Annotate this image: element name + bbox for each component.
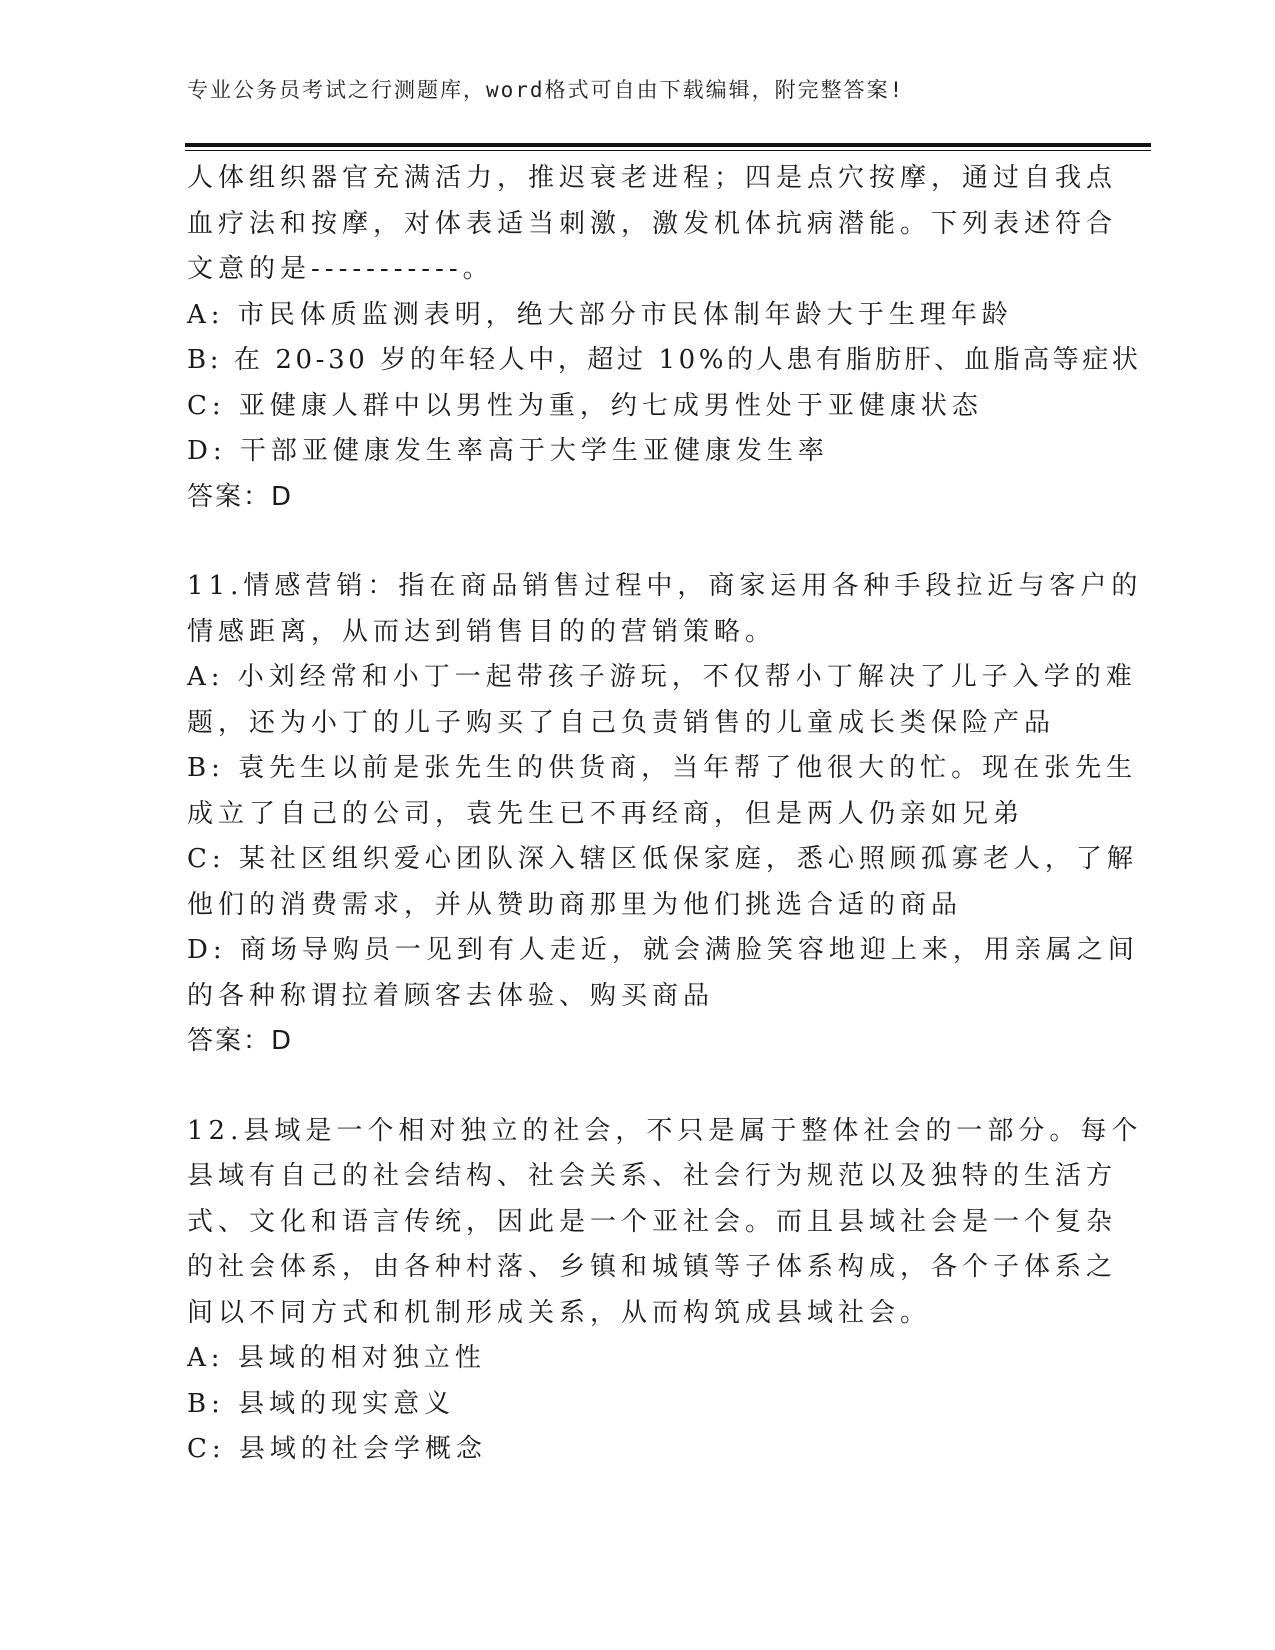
spacer — [187, 520, 1087, 564]
header-rule-thick — [185, 143, 1151, 147]
question-10 — [187, 156, 1142, 520]
option-c: C: 亚健康人群中以男性为重，约七成男性处于亚健康状态 — [187, 390, 983, 421]
option-a: A: 市民体质监测表明，绝大部分市民体制年龄大于生理年龄 — [187, 299, 1013, 330]
question-stem-line: 文意的是-----------。 — [187, 254, 494, 284]
option-a: A: 县域的相对独立性 — [187, 1343, 486, 1373]
option-c: C: 县域的社会学概念 — [187, 1434, 487, 1464]
question-stem-line: 间以不同方式和机制形成关系，从而构筑成县域社会。 — [187, 1297, 932, 1328]
option-b: B: 县域的现实意义 — [187, 1388, 456, 1419]
page-header: 专业公务员考试之行测题库，word格式可自由下载编辑，附完整答案! — [187, 78, 905, 102]
option-d-continued: 的各种称谓拉着顾客去体验、购买商品 — [187, 980, 715, 1011]
option-b: B: 袁先生以前是张先生的供货商，当年帮了他很大的忙。现在张先生 — [187, 753, 1138, 783]
answer-label: 答案：D — [187, 1026, 294, 1056]
question-stem-line: 12.县域是一个相对独立的社会，不只是属于整体社会的一部分。每个 — [187, 1115, 1143, 1146]
document-body — [187, 156, 1143, 1473]
option-d: D: 商场导购员一见到有人走近，就会满脸笑容地迎上来，用亲属之间 — [187, 935, 1139, 965]
question-stem-line: 情感距离，从而达到销售目的的营销策略。 — [187, 616, 777, 647]
option-c-continued: 他们的消费需求，并从赞助商那里为他们挑选合适的商品 — [187, 889, 963, 920]
question-stem-line: 血疗法和按摩，对体表适当刺激，激发机体抗病潜能。下列表述符合 — [187, 208, 1118, 239]
option-b-continued: 成立了自己的公司，袁先生已不再经商，但是两人仍亲如兄弟 — [187, 798, 1025, 829]
spacer — [187, 1065, 1087, 1109]
header-rule-thin — [185, 150, 1151, 151]
question-12 — [187, 1109, 1143, 1473]
option-b: B: 在 20-30 岁的年轻人中，超过 10%的人患有脂肪肝、血脂高等症状 — [187, 345, 1142, 375]
question-11 — [187, 564, 1143, 1065]
question-stem-line: 人体组织器官充满活力，推迟衰老进程；四是点穴按摩，通过自我点 — [187, 163, 1118, 193]
option-d: D: 干部亚健康发生率高于大学生亚健康发生率 — [187, 436, 829, 466]
option-a-continued: 题，还为小丁的儿子购买了自己负责销售的儿童成长类保险产品 — [187, 707, 1056, 738]
question-stem-line: 11.情感营销：指在商品销售过程中，商家运用各种手段拉近与客户的 — [187, 571, 1143, 601]
question-stem-line: 式、文化和语言传统，因此是一个亚社会。而且县域社会是一个复杂 — [187, 1206, 1118, 1237]
option-a: A: 小刘经常和小丁一起带孩子游玩，不仅帮小丁解决了儿子入学的难 — [187, 662, 1137, 692]
answer-label: 答案：D — [187, 481, 294, 512]
question-stem-line: 的社会体系，由各种村落、乡镇和城镇等子体系构成，各个子体系之 — [187, 1252, 1118, 1282]
question-stem-line: 县域有自己的社会结构、社会关系、社会行为规范以及独特的生活方 — [187, 1161, 1118, 1191]
option-c: C: 某社区组织爱心团队深入辖区低保家庭，悉心照顾孤寡老人，了解 — [187, 844, 1138, 874]
